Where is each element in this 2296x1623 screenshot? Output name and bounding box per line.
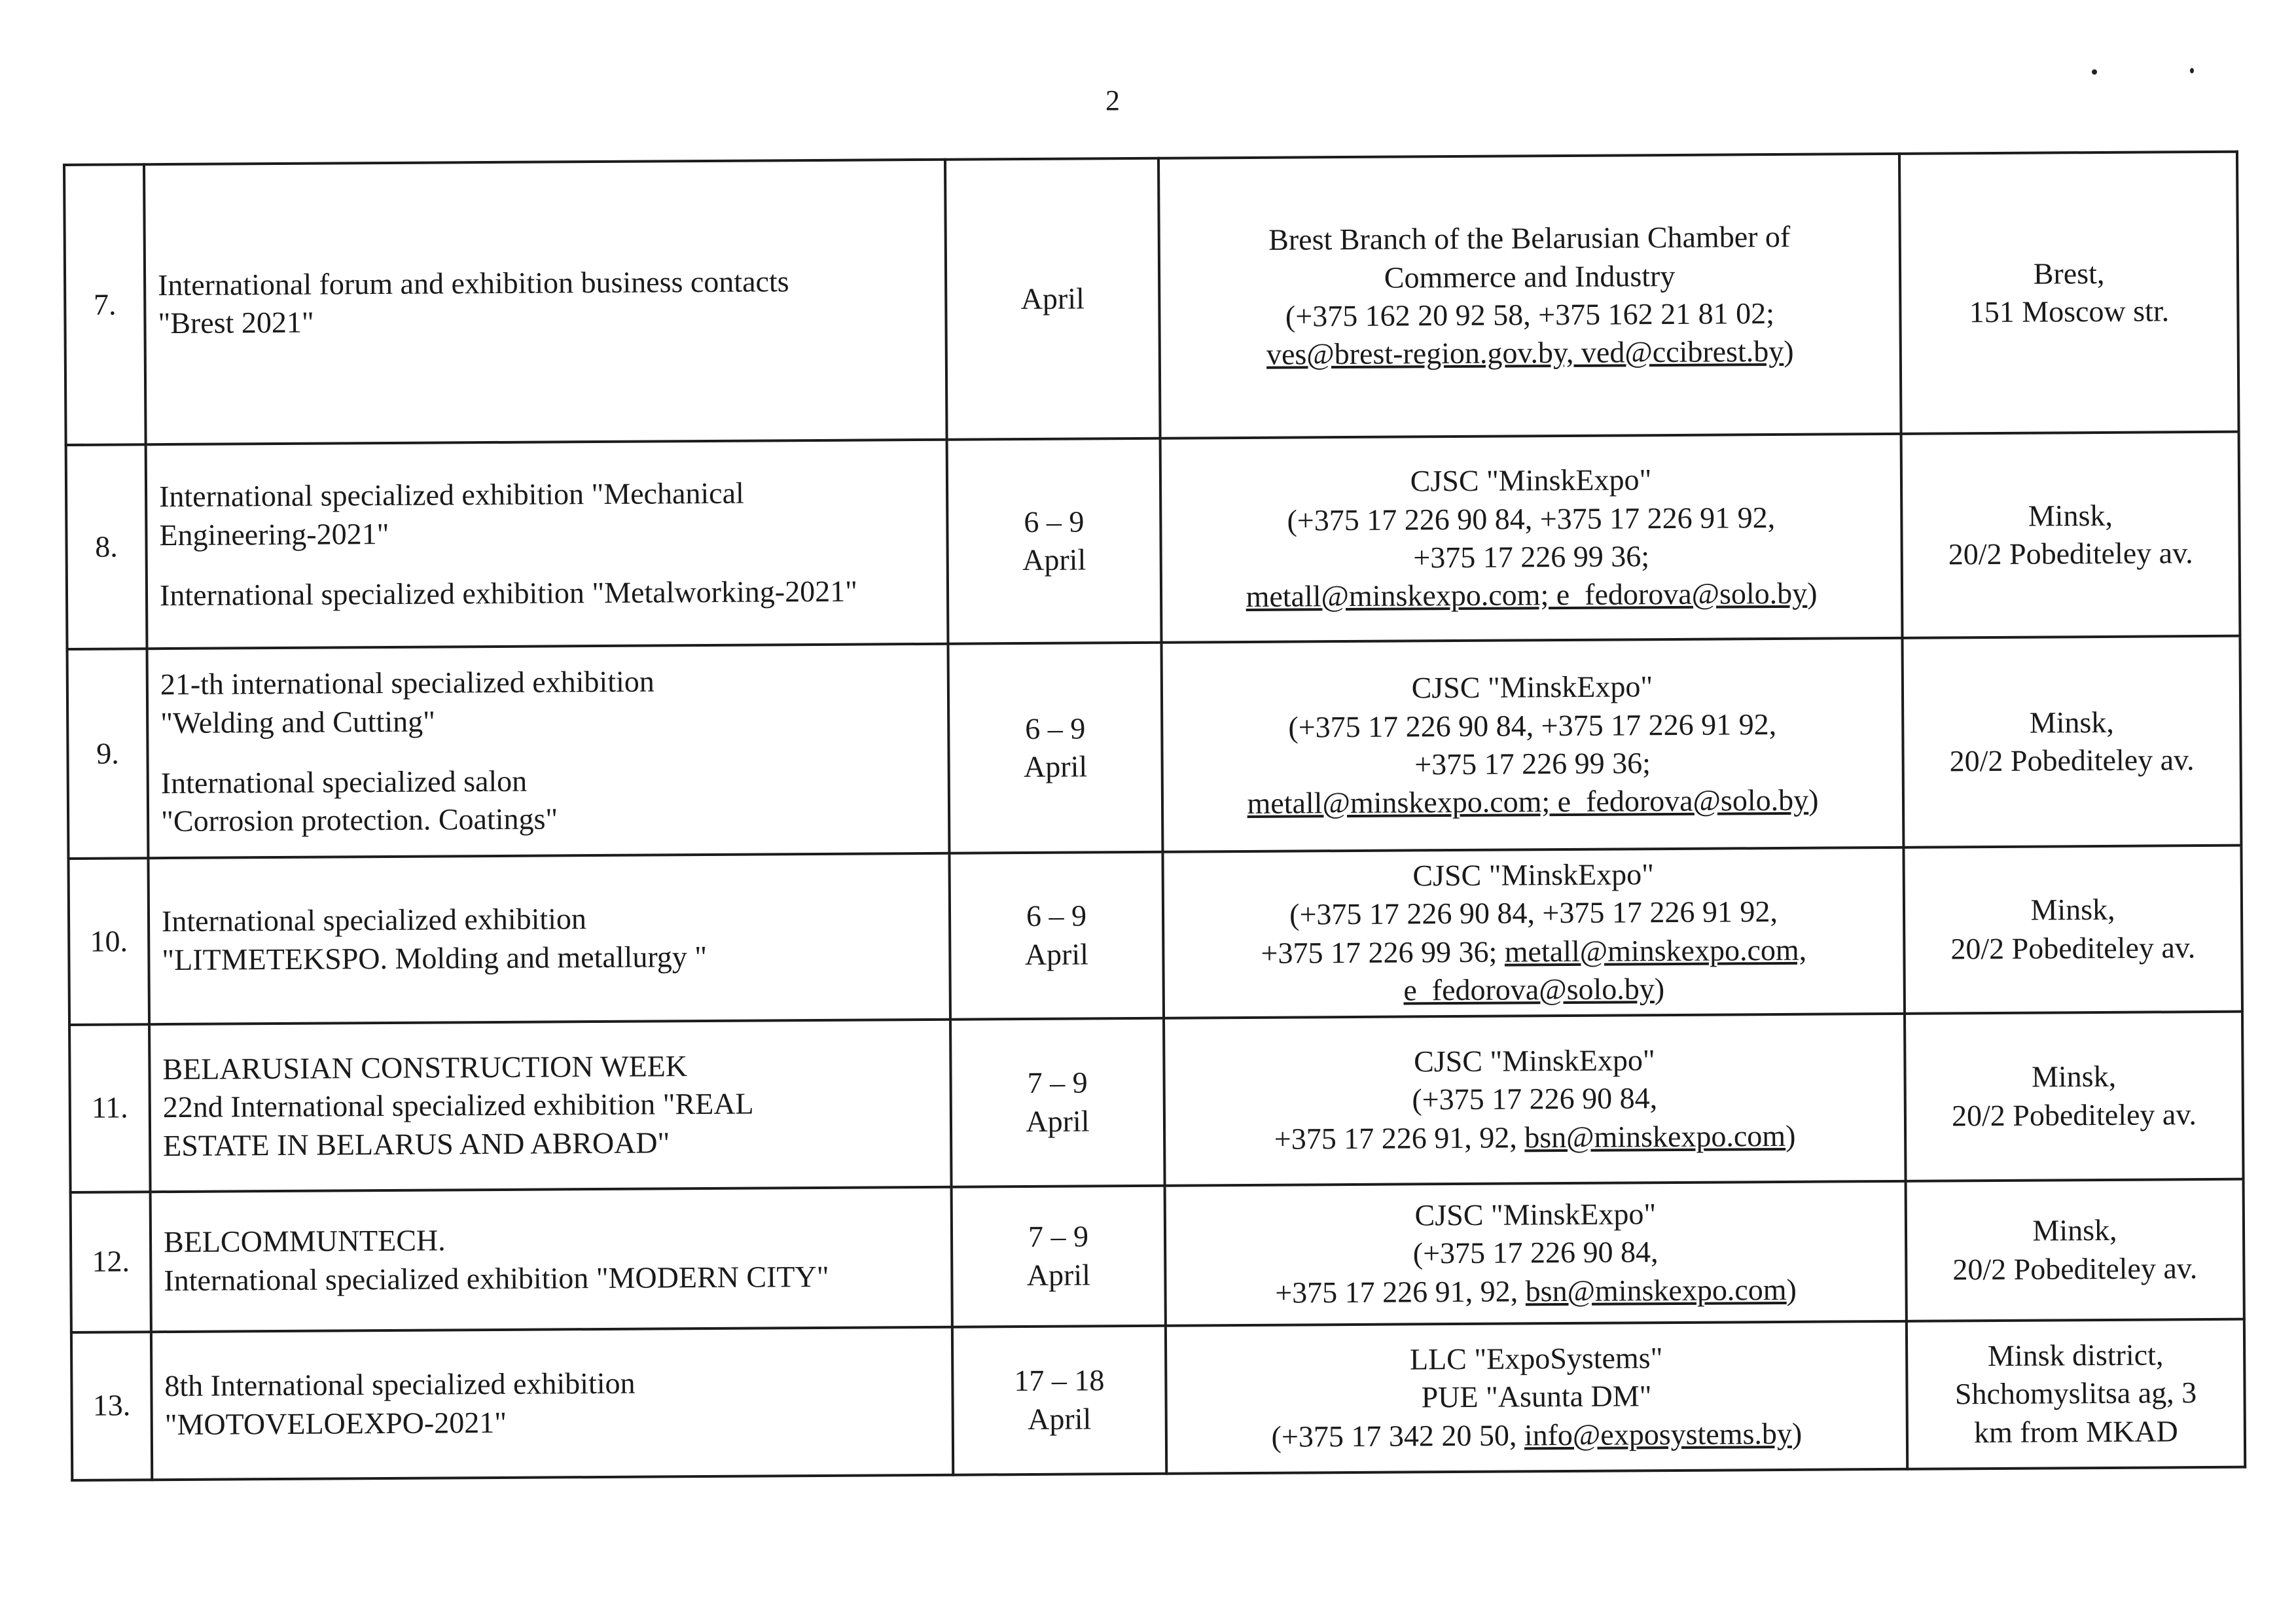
exhibition-schedule: [63, 151, 2244, 1482]
exhibition-table: [63, 151, 2246, 1482]
event-name: International specialized exhibition "Mechanical Engineering-2021" International specialized exhibition "Metalworking-2021": [146, 440, 948, 649]
row-number: 9.: [67, 649, 149, 859]
event-name: 8th International specialized exhibition "MOTOVELOEXPO-2021": [151, 1327, 953, 1479]
email-link[interactable]: metall@minskexpo.com; e_fedorova@solo.by: [1246, 577, 1808, 614]
event-name: International specialized exhibition "LITMETEKSPO. Molding and metallurgy ": [148, 853, 950, 1024]
venue: Minsk, 20/2 Pobediteley av.: [1903, 846, 2242, 1014]
row-number: 11.: [69, 1024, 151, 1192]
row-number: 12.: [71, 1192, 151, 1332]
venue: Minsk, 20/2 Pobediteley av.: [1902, 636, 2241, 847]
email-link[interactable]: bsn@minskexpo.com: [1525, 1272, 1787, 1308]
table-row: [67, 636, 2242, 859]
event-date: 7 – 9 April: [952, 1185, 1166, 1327]
organizer-contacts: CJSC "MinskExpo" (+375 17 226 90 84, +375 17 226 91 92, +375 17 226 99 36; metall@minskexpo.com; e_fedorova@solo.by): [1162, 638, 1904, 852]
event-name: BELARUSIAN CONSTRUCTION WEEK 22nd International specialized exhibition "REAL ESTATE IN BELARUS AND ABROAD": [149, 1019, 952, 1191]
venue: Minsk, 20/2 Pobediteley av.: [1901, 432, 2240, 638]
event-date: 7 – 9 April: [950, 1018, 1165, 1186]
table-row: [64, 152, 2239, 445]
table-row: [71, 1179, 2244, 1332]
row-number: 7.: [64, 164, 146, 445]
scan-artifact: [2190, 68, 2194, 73]
organizer-contacts: CJSC "MinskExpo" (+375 17 226 90 84, +375 17 226 91, 92, bsn@minskexpo.com): [1164, 1013, 1906, 1185]
organizer-contacts: CJSC "MinskExpo" (+375 17 226 90 84, +375 17 226 91 92, +375 17 226 99 36; metall@minskexpo.com, e_fedorova@solo.by): [1162, 847, 1905, 1018]
email-link[interactable]: e_fedorova@solo.by: [1403, 972, 1655, 1007]
email-link[interactable]: info@exposystems.by: [1524, 1416, 1793, 1452]
event-date: 6 – 9 April: [949, 852, 1164, 1020]
event-name: BELCOMMUNTECH. International specialized exhibition "MODERN CITY": [151, 1186, 952, 1331]
organizer-contacts: CJSC "MinskExpo" (+375 17 226 90 84, +375 17 226 91, 92, bsn@minskexpo.com): [1165, 1181, 1907, 1325]
row-number: 8.: [66, 444, 147, 649]
event-name: 21-th international specialized exhibition "Welding and Cutting" International specialized salon "Corrosion protection. Coatings": [147, 644, 950, 858]
email-link[interactable]: metall@minskexpo.com,: [1504, 933, 1807, 969]
organizer-contacts: CJSC "MinskExpo" (+375 17 226 90 84, +375 17 226 91 92, +375 17 226 99 36; metall@minskexpo.com; e_fedorova@solo.by): [1160, 434, 1903, 643]
organizer-contacts: Brest Branch of the Belarusian Chamber of Commerce and Industry (+375 162 20 92 58, +375 162 21 81 02; ves@brest-region.gov.by, ved@ccibrest.by): [1158, 154, 1901, 438]
organizer-contacts: LLC "ExpoSystems" PUE "Asunta DM" (+375 17 342 20 50, info@exposystems.by): [1166, 1321, 1907, 1473]
email-link[interactable]: ves@brest-region.gov.by, ved@ccibrest.by: [1266, 334, 1784, 372]
event-date: 17 – 18 April: [952, 1325, 1166, 1474]
event-date: April: [945, 158, 1160, 440]
row-number: 13.: [71, 1332, 152, 1480]
page-number: 2: [1105, 84, 1120, 116]
table-row: [69, 1011, 2244, 1192]
email-link[interactable]: metall@minskexpo.com; e_fedorova@solo.by: [1247, 783, 1809, 821]
email-link[interactable]: bsn@minskexpo.com: [1524, 1118, 1786, 1154]
event-name: International forum and exhibition business contacts "Brest 2021": [144, 160, 947, 444]
venue: Minsk district, Shchomyslitsa ag, 3 km from MKAD: [1907, 1319, 2245, 1469]
venue: Minsk, 20/2 Pobediteley av.: [1905, 1011, 2244, 1181]
event-date: 6 – 9 April: [947, 438, 1162, 644]
scan-artifact: [2092, 69, 2097, 75]
table-row: [71, 1319, 2245, 1480]
table-row: [66, 432, 2240, 649]
venue: Brest, 151 Moscow str.: [1899, 152, 2239, 434]
table-row: [68, 846, 2242, 1025]
event-date: 6 – 9 April: [948, 643, 1163, 853]
venue: Minsk, 20/2 Pobediteley av.: [1906, 1179, 2244, 1321]
row-number: 10.: [68, 858, 149, 1024]
